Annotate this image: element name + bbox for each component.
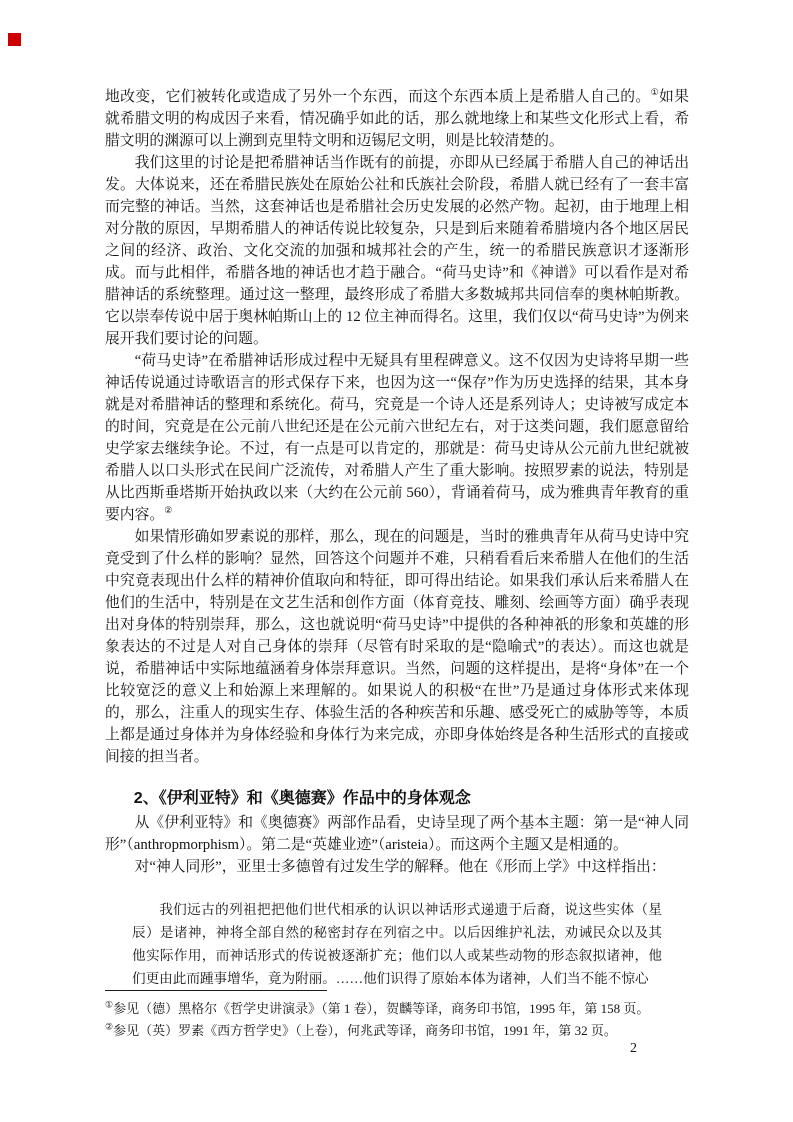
body-paragraph: 我们这里的讨论是把希腊神话当作既有的前提，亦即从已经属于希腊人自己的神话出发。大体说来，还在希腊民族处在原始公社和氏族社会阶段，希腊人就已经有了一套丰富而完整的神话。当然，这套神话也是希腊社会历史发展的必然产物。起初，由于地理上相对分散的原因，早期希腊人的神话传说比较复杂，只是到后来随着希腊境内各个地区居民之间的经济、政治、文化交流的加强和城邦社会的产生，统一的希腊民族意识才逐渐形成。而与此相伴，希腊各地的神话也才趋于融合。“荷马史诗”和《神谱》可以看作是对希腊神话的系统整理。通过这一整理，最终形成了希腊大多数城邦共同信奉的奥林帕斯教。它以崇奉传说中居于奥林帕斯山上的 12 位主神而得名。这里，我们仅以“荷马史诗”为例来展开我们要讨论的问题。 bbox=[105, 155, 689, 347]
footnote-separator bbox=[105, 990, 327, 991]
footnote-item: ②参见（英）罗素《西方哲学史》（上卷），何兆武等译，商务印书馆，1991 年，第 32 页。 bbox=[105, 1021, 617, 1038]
red-marker-square bbox=[8, 33, 21, 46]
footnote-marker: ① bbox=[105, 999, 114, 1010]
section-heading: 2、《伊利亚特》和《奥德赛》作品中的身体观念 bbox=[133, 790, 471, 807]
body-paragraph: “荷马史诗”在希腊神话形成过程中无疑具有里程碑意义。这不仅因为史诗将早期一些神话传说通过诗歌语言的形式保存下来，也因为这一“保存”作为历史选择的结果，其本身就是对希腊神话的整理和系统化。荷马，究竟是一个诗人还是系列诗人；史诗被写成定本的时间，究竟是在公元前八世纪还是在公元前六世纪左右，对于这类问题，我们愿意留给史学家去继续争论。不过，有一点是可以肯定的，那就是：荷马史诗从公元前九世纪就被希腊人以口头形式在民间广泛流传，对希腊人产生了重大影响。按照罗素的说法，特别是从比西斯垂塔斯开始执政以来（大约在公元前 560），背诵着荷马，成为雅典青年教育的重要内容。② bbox=[105, 353, 689, 523]
footnote-ref: ② bbox=[164, 505, 173, 516]
body-paragraph: 地改变，它们被转化或造成了另外一个东西，而这个东西本质上是希腊人自己的。①如果就希腊文明的构成因子来看，情况确乎如此的话，那么就地缘上和某些文化形式上看，希腊文明的渊源可以上溯到克里特文明和迈锡尼文明，则是比较清楚的。 bbox=[105, 87, 689, 149]
footnotes bbox=[105, 990, 689, 1041]
block-quote: 我们远古的列祖把把他们世代相承的认识以神话形式递遗于后裔，说这些实体（星辰）是诸神，神将全部自然的秘密封存在列宿之中。以后因维护礼法，劝诫民众以及其他实际作用，而神话形式的传说被逐渐扩充；他们以人或某些动物的形态叙拟诸神，他们更由此而踵事增华，竟为附丽。……他们识得了原始本体为诸神，人们当不能不惊心 bbox=[132, 902, 662, 986]
text-area bbox=[105, 86, 689, 990]
footnote-ref: ① bbox=[650, 87, 660, 98]
body-paragraph: 如果情形确如罗素说的那样，那么，现在的问题是，当时的雅典青年从荷马史诗中究竟受到了什么样的影响？显然，回答这个问题并不难，只稍看看后来希腊人在他们的生活中究竟表现出什么样的精神价值取向和特征，即可得出结论。如果我们承认后来希腊人在他们的生活中，特别是在文艺生活和创作方面（体育竞技、雕刻、绘画等方面）确乎表现出对身体的特别崇拜，那么，这也就说明“荷马史诗”中提供的各种神祇的形象和英雄的形象表达的不过是人对自己身体的崇拜（尽管有时采取的是“隐喻式”的表达）。而这也就是说，希腊神话中实际地蕴涵着身体崇拜意识。当然，问题的这样提出，是将“身体”在一个比较宽泛的意义上和始源上来理解的。如果说人的积极“在世”乃是通过身体形式来体现的，那么，注重人的现实生存、体验生活的各种疾苦和乐趣、感受死亡的威胁等等，本质上都是通过身体并为身体经验和身体行为来完成，亦即身体始终是各种生活形式的直接或间接的担当者。 bbox=[105, 529, 689, 765]
body-paragraph: 从《伊利亚特》和《奥德赛》两部作品看，史诗呈现了两个基本主题：第一是“神人同形”（anthropmorphism）。第二是“英雄业迹”（aristeia）。而这两个主题又是相通的。 bbox=[105, 815, 689, 853]
footnote-list bbox=[105, 998, 689, 1041]
footnote-marker: ② bbox=[105, 1021, 114, 1032]
footnote-item: ①参见（德）黑格尔《哲学史讲演录》（第 1 卷），贺麟等译，商务印书馆，1995 年，第 158 页。 bbox=[105, 999, 650, 1016]
page-number: 2 bbox=[630, 1041, 637, 1056]
body-paragraph: 对“神人同形”，亚里士多德曾有过发生学的解释。他在《形而上学》中这样指出： bbox=[134, 859, 666, 875]
